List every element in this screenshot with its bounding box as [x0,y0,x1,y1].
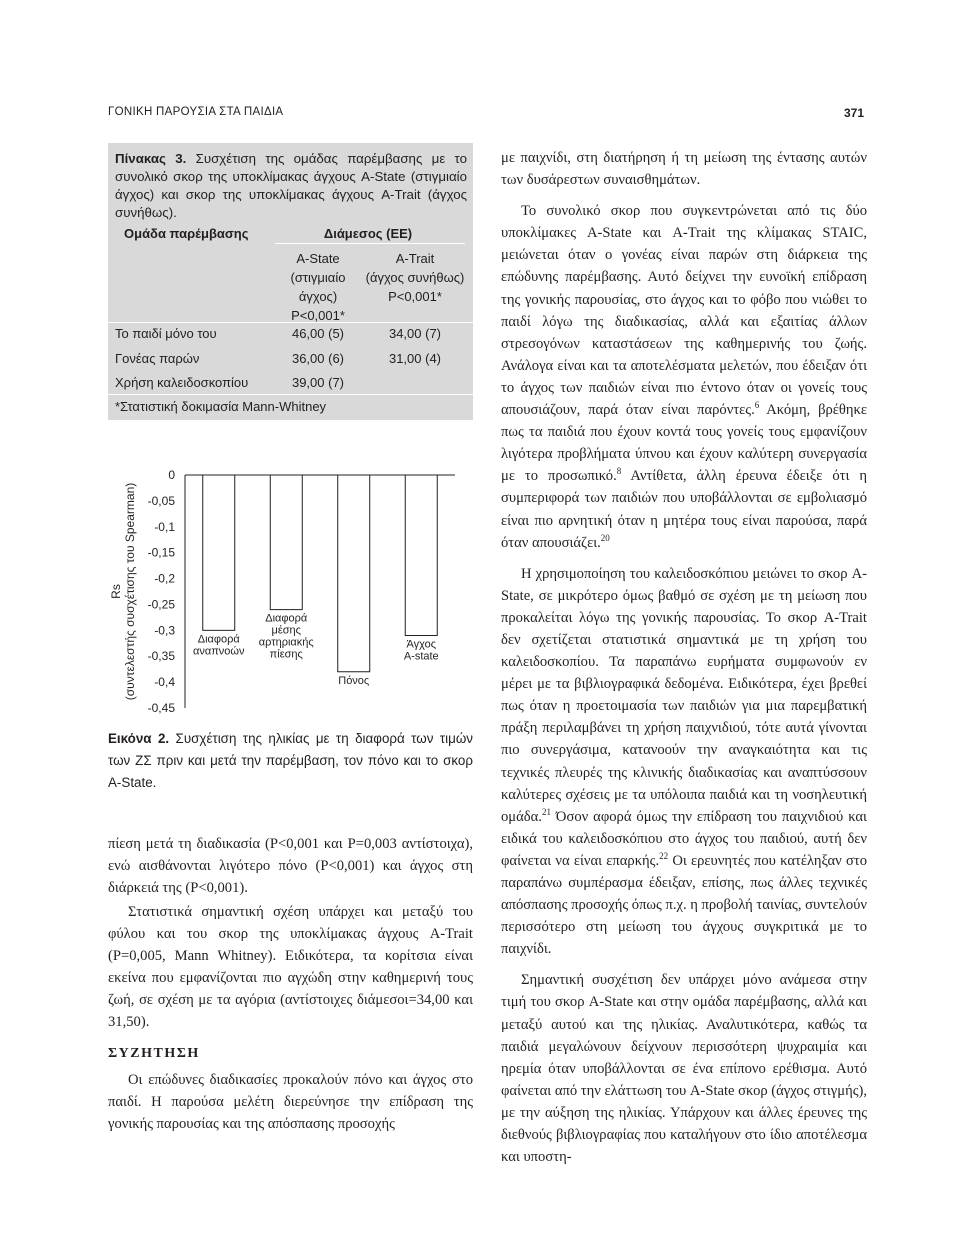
text-run: Όσον αφορά όμως την επίδραση του παιχνιδιού και ειδικά του καλειδοσκόπιου στο άγχος του παιδιού, αυτή δεν φαίνεται να είναι επαρκής. [501,808,867,869]
right-paragraph [501,200,867,554]
reference-marker: 20 [600,532,610,543]
bar-label-line: μέσης [271,624,301,637]
figure-label: Εικόνα 2. [108,731,170,746]
table-caption-text: Συσχέτιση της ομάδας παρέμβασης με το συνολικό σκορ της υποκλίμακας άγχους A-State (στιγμιαίο άγχος) και σκορ της υποκλίμακας άγχους A-Trait (άγχος συνήθως). [115,151,467,220]
right-column [501,147,867,1177]
y-tick-label: -0,2 [154,571,175,586]
table-cell-group: Γονέας παρών [115,351,200,366]
table-col-astate-line: άγχος) [298,289,338,304]
bar-label-line: Άγχος [406,638,437,651]
table-cell-astate: 46,00 (5) [291,326,345,341]
bar-label-line: αναπνοών [192,645,245,658]
table-col-astate [268,249,368,325]
bar-label-line: αρτηριακής [258,636,314,649]
left-paragraph: πίεση μετά τη διαδικασία (P<0,001 και P=0,003 αντίστοιχα), ενώ αισθάνονται λιγότερο πόνο (P<0,001) και άγχος στη διάρκειά της (P<0,001). [108,836,473,897]
table-col-astate-line: (στιγμιαίο [290,270,346,285]
bar-label [193,633,245,657]
table-header-rule [275,243,465,244]
bar-label-line: A-state [403,650,439,663]
bar [270,475,302,610]
y-axis-ticks [148,468,176,715]
correlation-bar-chart [100,455,470,720]
table-col-astate-line: A-State [296,251,340,266]
text-run: Ακόμη, βρέθηκε πως τα παιδιά που έχουν κοντά τους γονείς τους εμφανίζουν λιγότερα προβλήματα ύπνου και έχουν καλύτερη συνεργασία με το προσωπικό. [501,402,868,485]
section-heading: ΣΥΖΗΤΗΣΗ [108,1046,200,1061]
table-cell-astate: 36,00 (6) [291,351,345,366]
text-run: Οι ερευνητές που κατέληξαν στο παραπάνω συμπέρασμα έδειξαν, επίσης, πως άλλες τεχνικές απόσπασης προσοχής όπως π.χ. η προβολή ταινίας, συντελούν περισσότερο στη μείωση του άγχους συγκριτικά με το παιχνίδι. [501,852,868,958]
y-tick-label: -0,05 [147,493,175,508]
table-cell-astate: 39,00 (7) [291,375,345,390]
bar [203,475,235,630]
table-cell-atrait: 31,00 (4) [388,351,442,366]
right-paragraph: με παιχνίδι, στη διατήρηση ή τη μείωση της έντασης αυτών των δυσάρεστων συναισθημάτων. [501,150,867,189]
table-col-group-header: Ομάδα παρέμβασης [124,226,249,241]
table-col-astate-line: P<0,001* [291,308,345,323]
bar-label-line: Διαφορά [265,612,308,625]
table-cell-group: Χρήση καλειδοσκοπίου [115,375,249,390]
y-tick-label: -0,25 [147,597,175,612]
table-footer-rule [108,394,473,395]
table-median-header: Διάμεσος (ΕΕ) [323,226,413,241]
table-caption [115,150,467,222]
bar-label [404,639,439,663]
table-col-atrait-line: (άγχος συνήθως) [365,270,465,285]
y-axis-label-line: (συντελεστής συσχέτισης του Spearman) [123,482,137,701]
y-tick-label: -0,35 [147,649,175,664]
table-col-atrait [355,249,475,306]
bar [405,475,437,636]
y-tick-label: 0 [168,468,175,482]
bar-label [259,613,314,661]
bar-label [338,675,369,687]
y-axis-label-text [109,483,137,700]
page-number: 371 [843,106,864,120]
table-label: Πίνακας 3. [115,151,187,166]
bar [338,475,370,672]
table-col-atrait-line: P<0,001* [388,289,442,304]
discussion-paragraph: Οι επώδυνες διαδικασίες προκαλούν πόνο και άγχος στο παιδί. Η παρούσα μελέτη διερεύνησε την επίδραση της γονικής παρουσίας και της απόσπασης προσοχής [108,1072,473,1133]
text-run: Το συνολικό σκορ που συγκεντρώνεται από τις δύο υποκλίμακες A-State και A-Trait της κλίμακας STAIC, μειώνεται όταν ο γονέας είναι παρών στη διάρκεια της επώδυνης παρέμβασης. Αυτό δείχνει την ευνοϊκή επίδραση της γονικής παρουσίας, στο άγχος και το φόβο που νιώθει το παιδί λόγω της διαδικασίας, αλλά και εξαιτίας άλλων στρεσογόνων καταστάσεων της καθημερινής του ζωής. Ανάλογα είναι και τα αποτελέσματα μελετών, που έδειξαν ότι το άγχος των παιδιών είναι πιο έντονο όταν οι γονείς τους απουσιάζουν, παρά όταν είναι παρόντες. [501,203,867,419]
text-run: Αντίθετα, άλλη έρευνα έδειξε ότι η συμπεριφορά των παιδιών που υποβάλλονται σε εμβολιασμό είναι πιο αρνητική όταν η μητέρα τους είναι παρούσα, παρά όταν απουσιάζει. [501,468,867,551]
y-axis-label-line: Rs [109,584,123,599]
y-axis-label [109,483,137,700]
running-title: ΓΟΝΙΚΗ ΠΑΡΟΥΣΙΑ ΣΤΑ ΠΑΙΔΙΑ [108,106,284,118]
table-cell-atrait: 34,00 (7) [388,326,442,341]
reference-marker: 21 [541,806,551,817]
left-paragraph: Στατιστικά σημαντική σχέση υπάρχει και μεταξύ του φύλου και του σκορ της υποκλίμακας άγχους A-Trait (P=0,005, Mann Whitney). Ειδικότερα, τα κορίτσια είναι εκείνα που εμφανίζονται πιο αγχώδη στην καθημερινή τους ζωή, σε σχέση με τα αγόρια (αντίστοιχες διάμεσοι=34,00 και 31,50). [108,904,473,1031]
figure-caption-text: Συσχέτιση της ηλικίας με τη διαφορά των τιμών των ΖΣ πριν και μετά την παρέμβαση, τον πόνο και το σκορ A-State. [108,731,473,790]
y-tick-label: -0,3 [154,623,175,638]
text-run: Η χρησιμοποίηση του καλειδοσκόπιου μειώνει το σκορ A-State, σε μικρότερο όμως βαθμό σε σχέση με τη μείωση που προκαλείται λόγω της γονικής παρουσίας. Το σκορ A-Trait δεν σχετίζεται στατιστικά σημαντικά με τη χρήση του καλειδοσκοπίου. Τα παραπάνω ευρήματα συμφωνούν εν μέρει με τα βιβλιογραφικά δεδομένα. Ειδικότερα, έχει βρεθεί πως όταν η προετοιμασία των παιδιών για μια παρεμβατική πράξη περιλαμβάνει τη χρήση παιχνιδιού, τότε αυτά γίνονται πιο συνεργάσιμα, κατανοούν την αναγκαιότητα και τις τεχνικές πλευρές της κλινικής διαδικασίας και αναπτύσσουν καλύτερες σχέσεις με τα υπόλοιπα παιδιά και τη νοσηλευτική ομάδα. [501,565,867,825]
table-footnote: *Στατιστική δοκιμασία Mann-Whitney [115,399,327,414]
figure-caption [108,728,473,794]
bar-label-line: πίεσης [269,648,303,661]
table-body-rule [108,322,473,323]
y-tick-label: -0,4 [154,675,175,690]
y-tick-label: -0,15 [147,545,175,560]
bar-label-line: Πόνος [338,674,370,687]
y-tick-label: -0,45 [147,701,175,715]
reference-marker: 6 [754,400,760,411]
table-col-atrait-line: A-Trait [395,251,435,266]
reference-marker: 8 [616,466,622,477]
reference-marker: 22 [659,851,669,862]
right-paragraph [501,563,867,961]
right-paragraph: Σημαντική συσχέτιση δεν υπάρχει μόνο ανάμεσα στην τιμή του σκορ A-State και στην ομάδα παρέμβασης, αλλά και μεταξύ αυτού και της ηλικίας. Αναλυτικότερα, καθώς τα παιδιά μεγαλώνουν δείχνουν περισσότερη ψυχραιμία και ηρεμία όταν υποβάλλονται σε ένα επίπονο ερέθισμα. Αυτό φαίνεται από την ελάττωση του A-State σκορ (άγχος στιγμής), με την αύξηση της ηλικίας. Υπάρχουν και άλλες έρευνες της διεθνούς βιβλιογραφίας που καταλήγουν στο ίδιο αποτέλεσμα και υποστη- [501,972,867,1166]
bar-label-line: Διαφορά [197,633,240,646]
y-tick-label: -0,1 [154,519,175,534]
table-cell-group: Το παιδί μόνο του [115,326,217,341]
